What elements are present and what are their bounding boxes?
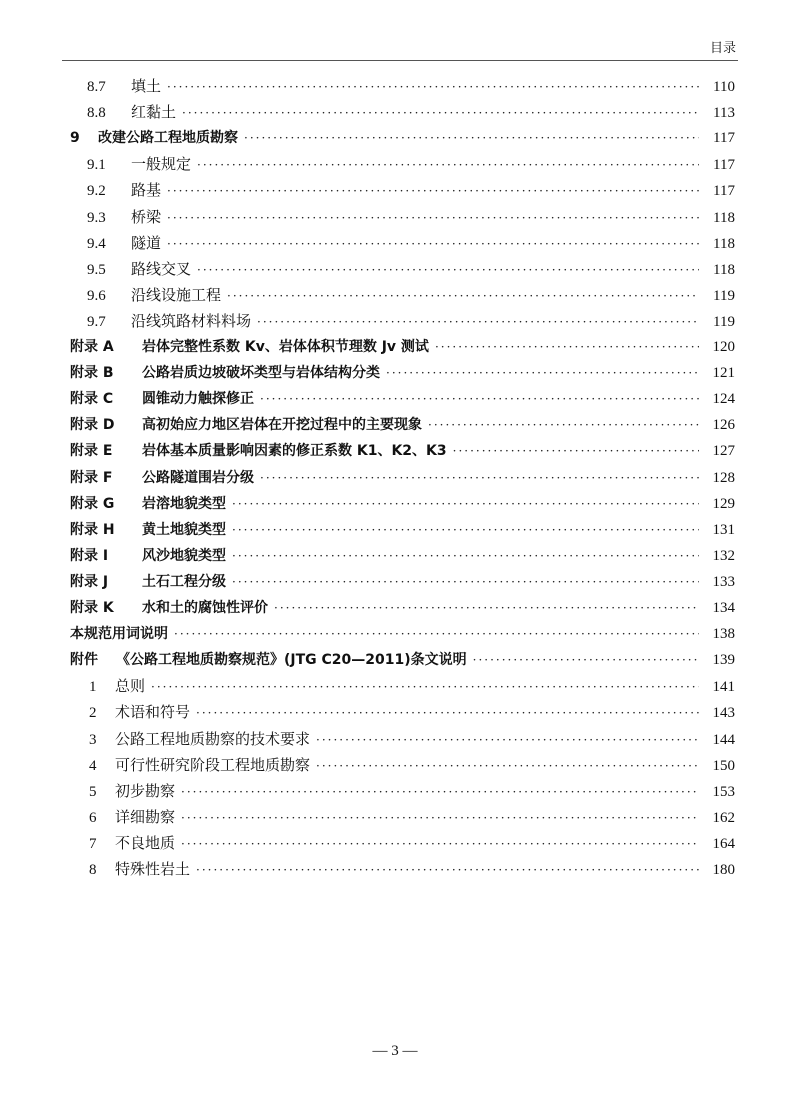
toc-entry[interactable] <box>89 673 735 699</box>
toc-entry-page: 117 <box>713 130 735 147</box>
toc-entry[interactable] <box>70 491 735 517</box>
toc-entry-title: 圆锥动力触探修正 <box>142 391 254 408</box>
toc-entry-page: 117 <box>713 157 735 174</box>
toc-entry-title: 填土 <box>131 77 162 95</box>
toc-entry-number: 9.3 <box>87 209 106 226</box>
toc-entry[interactable] <box>70 621 735 647</box>
dot-leader <box>316 753 699 779</box>
toc-entry-page: 119 <box>713 313 735 330</box>
toc-entry[interactable] <box>87 256 735 282</box>
toc-entry-title: 风沙地貌类型 <box>142 547 226 564</box>
toc-entry-title: 岩体基本质量影响因素的修正系数 K1、K2、K3 <box>142 443 447 460</box>
toc-entry-number: 附录 D <box>70 417 115 434</box>
dot-leader <box>197 257 699 283</box>
toc-entry-page: 138 <box>712 626 735 643</box>
toc-entry-number: 9.5 <box>87 261 106 278</box>
toc-entry[interactable] <box>87 73 735 99</box>
toc-entry-number: 5 <box>89 783 97 800</box>
toc-entry[interactable] <box>87 151 735 177</box>
dot-leader <box>316 727 699 753</box>
toc-entry-title: 桥梁 <box>131 207 162 226</box>
toc-entry[interactable] <box>89 752 735 778</box>
toc-entry[interactable] <box>87 230 735 256</box>
toc-entry-page: 139 <box>712 652 735 669</box>
toc-entry[interactable] <box>89 778 735 804</box>
toc-entry-page: 144 <box>712 731 735 748</box>
toc-entry[interactable] <box>70 125 735 151</box>
dot-leader <box>181 805 699 831</box>
toc-entry-number: 8 <box>89 862 97 878</box>
toc-entry-page: 126 <box>712 417 735 434</box>
toc-entry-title: 初步勘察 <box>115 781 176 800</box>
toc-entry[interactable] <box>70 386 735 412</box>
toc-entry-page: 121 <box>712 365 735 382</box>
toc-entry-page: 131 <box>712 521 735 538</box>
toc-entry-title: 路线交叉 <box>131 259 192 278</box>
toc-entry-title: 术语和符号 <box>115 703 191 722</box>
toc-entry-title: 本规范用词说明 <box>70 626 168 643</box>
dot-leader <box>167 205 699 231</box>
toc-entry-title: 详细勘察 <box>115 807 176 826</box>
toc-entry-page: 117 <box>713 183 735 200</box>
toc-entry-page: 127 <box>712 443 735 460</box>
toc-entry[interactable] <box>70 543 735 569</box>
toc-entry-page: 134 <box>712 600 735 616</box>
toc-entry[interactable] <box>70 569 735 595</box>
toc-entry[interactable] <box>89 804 735 830</box>
toc-entry[interactable] <box>87 308 735 334</box>
dot-leader <box>151 674 699 700</box>
toc-entry-number: 1 <box>89 679 97 696</box>
toc-entry-title: 沿线筑路材料料场 <box>131 311 252 330</box>
toc-entry-page: 132 <box>712 547 735 564</box>
toc-entry-number: 9.6 <box>87 287 106 304</box>
toc-entry-number: 附录 F <box>70 469 113 486</box>
toc-entry[interactable] <box>87 99 735 125</box>
toc-entry[interactable] <box>87 204 735 230</box>
toc-entry[interactable] <box>87 177 735 203</box>
toc-entry-number: 附录 A <box>70 339 114 355</box>
page-number: — 3 — <box>372 1043 418 1059</box>
dot-leader <box>174 621 699 647</box>
toc-entry-number: 7 <box>89 835 97 852</box>
toc-entry-title: 一般规定 <box>131 155 192 174</box>
dot-leader <box>167 231 699 257</box>
dot-leader <box>274 595 699 621</box>
toc-entry-number: 6 <box>89 809 97 826</box>
dot-leader <box>260 465 699 491</box>
toc-entry[interactable] <box>70 647 735 673</box>
dot-leader <box>232 491 699 517</box>
dot-leader <box>473 647 699 673</box>
toc-entry-page: 113 <box>713 105 735 122</box>
dot-leader <box>257 309 699 335</box>
toc-entry-page: 128 <box>712 469 735 486</box>
toc-entry-page: 141 <box>712 679 735 696</box>
toc-entry-page: 164 <box>712 835 735 852</box>
toc-entry[interactable] <box>70 412 735 438</box>
toc-entry-number: 9 <box>70 130 80 147</box>
toc-entry-page: 180 <box>712 862 735 878</box>
toc-entry-page: 119 <box>713 287 735 304</box>
toc-entry-number: 附录 I <box>70 547 109 564</box>
dot-leader <box>227 283 699 309</box>
dot-leader <box>167 74 699 100</box>
toc-entry-number: 9.1 <box>87 157 106 174</box>
toc-entry-number: 3 <box>89 731 97 748</box>
dot-leader <box>196 700 699 726</box>
toc-entry-page: 162 <box>712 809 735 826</box>
toc-entry-title: 总则 <box>115 677 146 696</box>
dot-leader <box>181 831 699 857</box>
toc-entry-title: 土石工程分级 <box>142 573 226 590</box>
toc-entry-page: 118 <box>713 261 735 278</box>
toc-entry-page: 110 <box>713 79 735 95</box>
dot-leader <box>386 360 699 386</box>
toc-entry[interactable] <box>87 282 735 308</box>
dot-leader <box>453 438 699 464</box>
toc-entry-title: 特殊性岩土 <box>115 860 191 878</box>
dot-leader <box>435 334 699 360</box>
dot-leader <box>181 779 699 805</box>
toc-entry[interactable] <box>70 334 735 360</box>
page-header <box>62 36 738 61</box>
toc-entry-title: 改建公路工程地质勘察 <box>98 130 238 147</box>
toc-entry-page: 120 <box>712 339 735 355</box>
toc-entry-title: 公路隧道围岩分级 <box>142 469 254 486</box>
header-title: 目录 <box>709 41 736 56</box>
toc-entry-title: 高初始应力地区岩体在开挖过程中的主要现象 <box>142 417 422 434</box>
toc-entry[interactable] <box>89 856 735 882</box>
toc-entry-number: 附录 B <box>70 365 114 382</box>
dot-leader <box>167 178 699 204</box>
toc-entry-title: 岩溶地貌类型 <box>142 495 226 512</box>
toc-entry-title: 黄土地貌类型 <box>142 521 226 538</box>
toc-entry-number: 8.8 <box>87 105 106 122</box>
toc-entry-number: 2 <box>89 705 97 722</box>
toc-entry-page: 118 <box>713 235 735 252</box>
toc-entry[interactable] <box>70 517 735 543</box>
toc-entry-title: 岩体完整性系数 Kv、岩体体积节理数 Jv 测试 <box>142 339 429 355</box>
toc-entry[interactable] <box>70 465 735 491</box>
toc-entry-page: 118 <box>713 209 735 226</box>
toc-entry[interactable] <box>89 699 735 725</box>
toc-entry[interactable] <box>89 830 735 856</box>
dot-leader <box>196 857 699 883</box>
toc-entry-title: 红黏土 <box>131 103 177 122</box>
toc-entry-number: 附录 J <box>70 573 109 590</box>
toc-entry-title: 路基 <box>131 181 162 200</box>
toc-entry-number: 附录 C <box>70 391 114 408</box>
toc-entry-page: 143 <box>712 705 735 722</box>
toc-entry[interactable] <box>70 360 735 386</box>
toc-entry-title: 《公路工程地质勘察规范》(JTG C20—2011)条文说明 <box>116 652 467 669</box>
toc-entry-page: 150 <box>712 757 735 774</box>
toc-entry-page: 124 <box>712 391 735 408</box>
toc-entry-page: 129 <box>712 495 735 512</box>
dot-leader <box>232 569 699 595</box>
toc-entry-number: 9.2 <box>87 183 106 200</box>
toc-entry-number: 9.4 <box>87 235 106 252</box>
toc-entry-title: 水和土的腐蚀性评价 <box>142 600 268 616</box>
dot-leader <box>260 386 699 412</box>
toc-entry-title: 沿线设施工程 <box>131 285 222 304</box>
toc-entry-page: 153 <box>712 783 735 800</box>
toc-entry[interactable] <box>89 726 735 752</box>
dot-leader <box>182 100 699 126</box>
toc-entry-number: 附件 <box>70 652 98 669</box>
toc-entry-number: 附录 G <box>70 495 115 512</box>
toc-entry-number: 8.7 <box>87 79 106 95</box>
toc-entry-page: 133 <box>712 573 735 590</box>
toc-entry-number: 附录 E <box>70 443 113 460</box>
toc-entry-title: 公路工程地质勘察的技术要求 <box>115 729 311 748</box>
dot-leader <box>232 543 699 569</box>
toc-entry-title: 可行性研究阶段工程地质勘察 <box>115 755 311 774</box>
toc-entry[interactable] <box>70 595 735 621</box>
toc-entry[interactable] <box>70 438 735 464</box>
dot-leader <box>244 125 699 151</box>
toc-entry-title: 不良地质 <box>115 833 176 852</box>
toc-entry-title: 公路岩质边坡破坏类型与岩体结构分类 <box>142 365 380 382</box>
toc-entry-number: 9.7 <box>87 313 106 330</box>
toc-entry-number: 4 <box>89 757 97 774</box>
toc-entry-number: 附录 H <box>70 521 115 538</box>
dot-leader <box>197 152 699 178</box>
dot-leader <box>428 412 699 438</box>
toc-entry-title: 隧道 <box>131 233 162 252</box>
toc-entry-number: 附录 K <box>70 600 114 616</box>
dot-leader <box>232 517 699 543</box>
